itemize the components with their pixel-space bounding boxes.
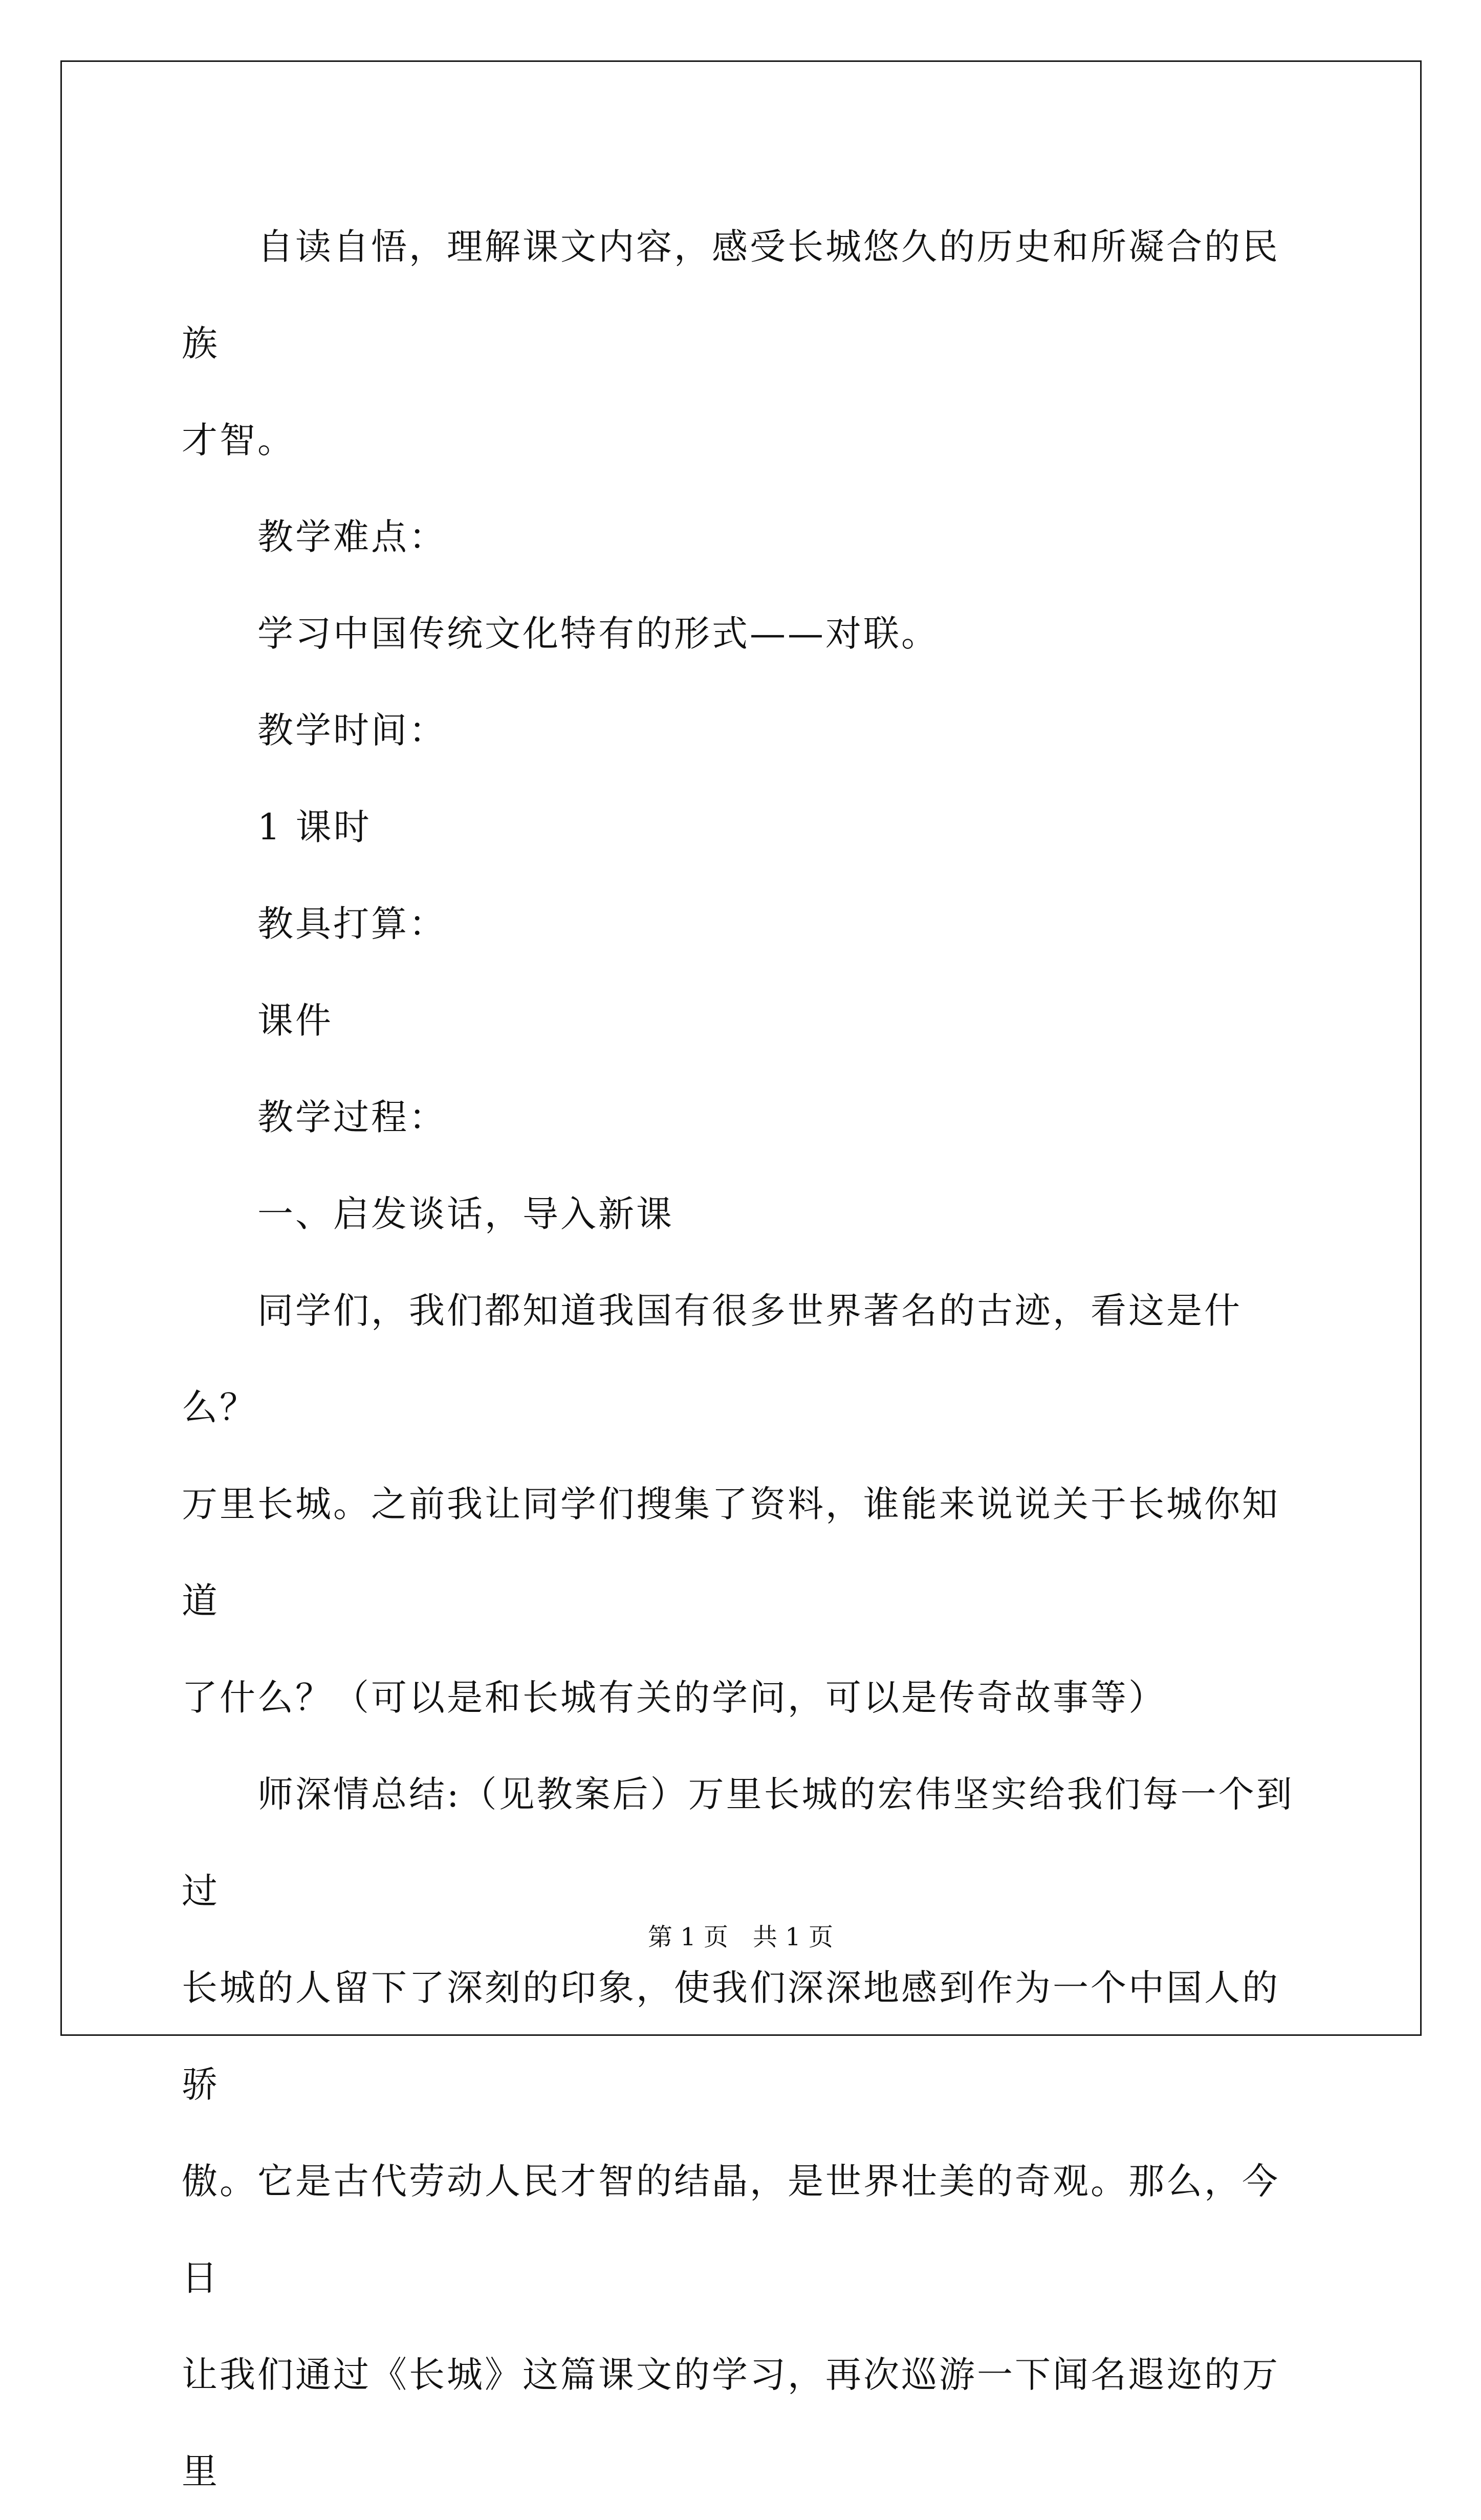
- paragraph-difficulty: [182, 585, 1302, 682]
- section-heading-1: [182, 1166, 1302, 1263]
- text-line: 教学难点：: [257, 516, 447, 558]
- text-line: 一、启发谈话，导入新课: [257, 1193, 674, 1235]
- text-line: 1 课时: [257, 806, 372, 848]
- text-line: 师深情总结:（见教案后）万里长城的宏伟坚实给我们每一个到过: [182, 1773, 1294, 1912]
- text-line: 万里长城。之前我让同学们搜集了资料，谁能来说说关于长城你知道: [182, 1483, 1280, 1622]
- paragraph-materials: [182, 972, 1302, 1069]
- page-footer: 第 1 页 共 1 页: [647, 1923, 834, 1951]
- text-line: 学习中国传统文化特有的形式——对联。: [257, 613, 939, 655]
- text-line: 自读自悟，理解课文内容，感受长城悠久的历史和所凝合的民族: [182, 226, 1280, 364]
- text-line: 教具打算：: [257, 903, 447, 945]
- text-line: 让我们通过《长城》这篇课文的学习，再次巡游一下闻名遐迩的万里: [182, 2354, 1280, 2492]
- heading-materials: [182, 876, 1302, 972]
- text-line: 长城的人留下了深刻的印象，使我们深深地感到作为一个中国人的骄: [182, 1967, 1280, 2105]
- text-line: 傲。它是古代劳动人民才智的结晶，是世界壮美的奇观。那么，今日: [182, 2160, 1280, 2299]
- document-body: [182, 199, 1302, 2520]
- paragraph-objective: [182, 199, 1302, 489]
- text-line: 同学们，我们都知道我国有很多世界著名的古迹，看这是什么？: [182, 1290, 1242, 1428]
- heading-process: [182, 1069, 1302, 1166]
- text-line: 才智。: [182, 419, 295, 461]
- paragraph-summary: [182, 1746, 1302, 2520]
- heading-time: [182, 682, 1302, 779]
- text-line: 课件: [257, 1000, 333, 1041]
- paragraph-intro: [182, 1263, 1302, 1746]
- text-line: 教学过程：: [257, 1096, 447, 1138]
- paragraph-time: [182, 779, 1302, 876]
- text-line: 了什么？（可以是和长城有关的学问，可以是传奇故事等）: [182, 1677, 1166, 1719]
- text-line: 教学时间：: [257, 709, 447, 751]
- heading-difficulty: [182, 489, 1302, 585]
